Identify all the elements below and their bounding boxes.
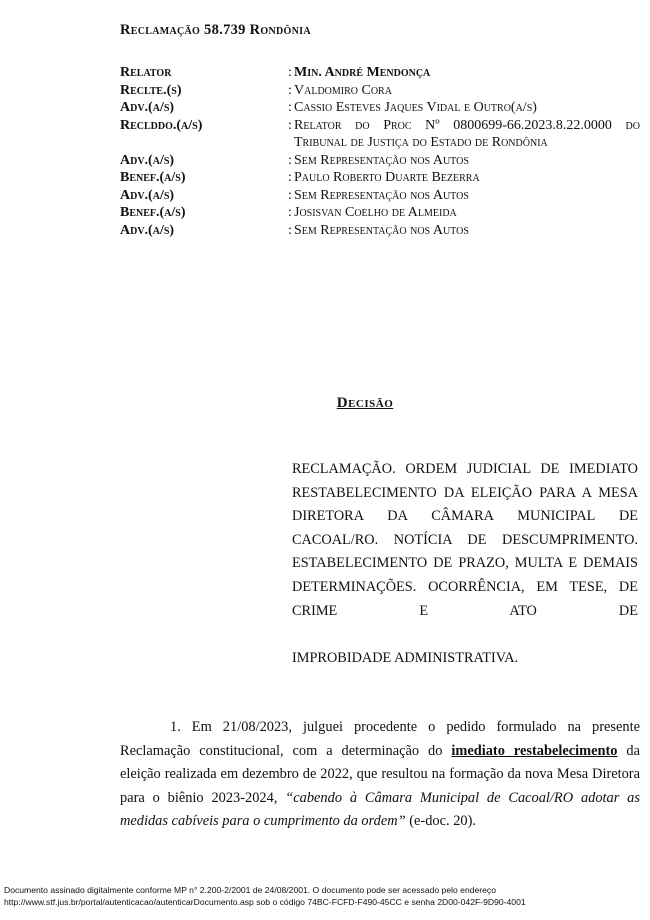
party-row	[120, 152, 640, 170]
party-row	[120, 222, 640, 240]
party-name: Sem Representação nos Autos	[294, 152, 469, 168]
party-name: Min. André Mendonça	[294, 65, 431, 80]
party-colon: :	[288, 170, 292, 185]
party-name: Paulo Roberto Duarte Bezerra	[294, 170, 480, 185]
parties-table	[120, 64, 640, 239]
party-role: Adv.(a/s)	[120, 100, 175, 115]
party-role: Benef.(a/s)	[120, 205, 186, 220]
party-row	[120, 99, 640, 117]
paragraph-lead: 1. Em 21/08/2023, julguei procedente o pedido formulado na presente Reclamação constitucional, com a determinação do	[120, 719, 640, 759]
party-row	[120, 82, 640, 100]
party-row	[120, 204, 640, 222]
party-row	[120, 117, 640, 152]
party-colon: :	[288, 187, 292, 203]
party-name: Sem Representação nos Autos	[294, 222, 469, 238]
footer-line-1: Documento assinado digitalmente conforme MP n° 2.200-2/2001 de 24/08/2001. O documento pode ser acessado pelo endereço	[4, 885, 497, 895]
ementa-last-line: IMPROBIDADE ADMINISTRATIVA.	[292, 650, 519, 666]
party-name: Cassio Esteves Jaques Vidal e Outro(a/s)	[294, 100, 537, 115]
paragraph-1	[120, 716, 640, 834]
party-row	[120, 64, 640, 82]
decision-title: Decisão	[336, 395, 394, 411]
party-name: Relator do Proc Nº 0800699-66.2023.8.22.0000 do Tribunal de Justiça do Estado de Rondônia	[294, 117, 640, 150]
party-name: Josisvan Coelho de Almeida	[294, 205, 457, 220]
paragraph-quote: “cabendo à Câmara Municipal de Cacoal/RO adotar as medidas cabíveis para o cumprimento da ordem”	[120, 789, 640, 829]
party-role: Adv.(a/s)	[120, 152, 175, 168]
party-colon: :	[288, 100, 292, 115]
party-role: Adv.(a/s)	[120, 187, 175, 203]
party-colon: :	[288, 65, 292, 80]
party-row	[120, 187, 640, 205]
decision-title-wrap	[0, 394, 650, 412]
footer-line-2[interactable]: http://www.stf.jus.br/portal/autenticacao/autenticarDocumento.asp sob o código 74BC-FCFD-F490-45CC e senha 2D00-042F-9D90-4001	[4, 897, 526, 907]
party-name: Valdomiro Cora	[294, 82, 392, 98]
party-colon: :	[288, 152, 292, 168]
signature-footer	[4, 884, 644, 908]
party-role: Reclte.(s)	[120, 82, 182, 98]
ementa-text: RECLAMAÇÃO. ORDEM JUDICIAL DE IMEDIATO RESTABELECIMENTO DA ELEIÇÃO PARA A MESA DIRETORA DA CÂMARA MUNICIPAL DE CACOAL/RO. NOTÍCIA DE DESCUMPRIMENTO. ESTABELECIMENTO DE PRAZO, MULTA E DEMAIS DETERMINAÇÕES. OCORRÊNCIA, EM TESE, DE CRIME E ATO DE	[292, 461, 638, 619]
paragraph-emphasis: imediato restabelecimento	[451, 742, 618, 759]
paragraph-tail: (e-doc. 20).	[405, 813, 476, 829]
party-name: Sem Representação nos Autos	[294, 187, 469, 203]
party-colon: :	[288, 222, 292, 238]
paragraph-middle: da eleição realizada em dezembro de 2022, que resultou na formação da nova Mesa Diretora para o biênio 2023-2024,	[120, 742, 641, 806]
party-colon: :	[288, 205, 292, 220]
party-colon: :	[288, 117, 292, 133]
case-title: Reclamação 58.739 Rondônia	[120, 22, 311, 38]
party-role: Benef.(a/s)	[120, 170, 186, 185]
party-colon: :	[288, 82, 292, 98]
party-role: Adv.(a/s)	[120, 222, 175, 238]
party-role: Relator	[120, 65, 172, 80]
party-role: Reclddo.(a/s)	[120, 117, 203, 133]
party-row	[120, 169, 640, 187]
